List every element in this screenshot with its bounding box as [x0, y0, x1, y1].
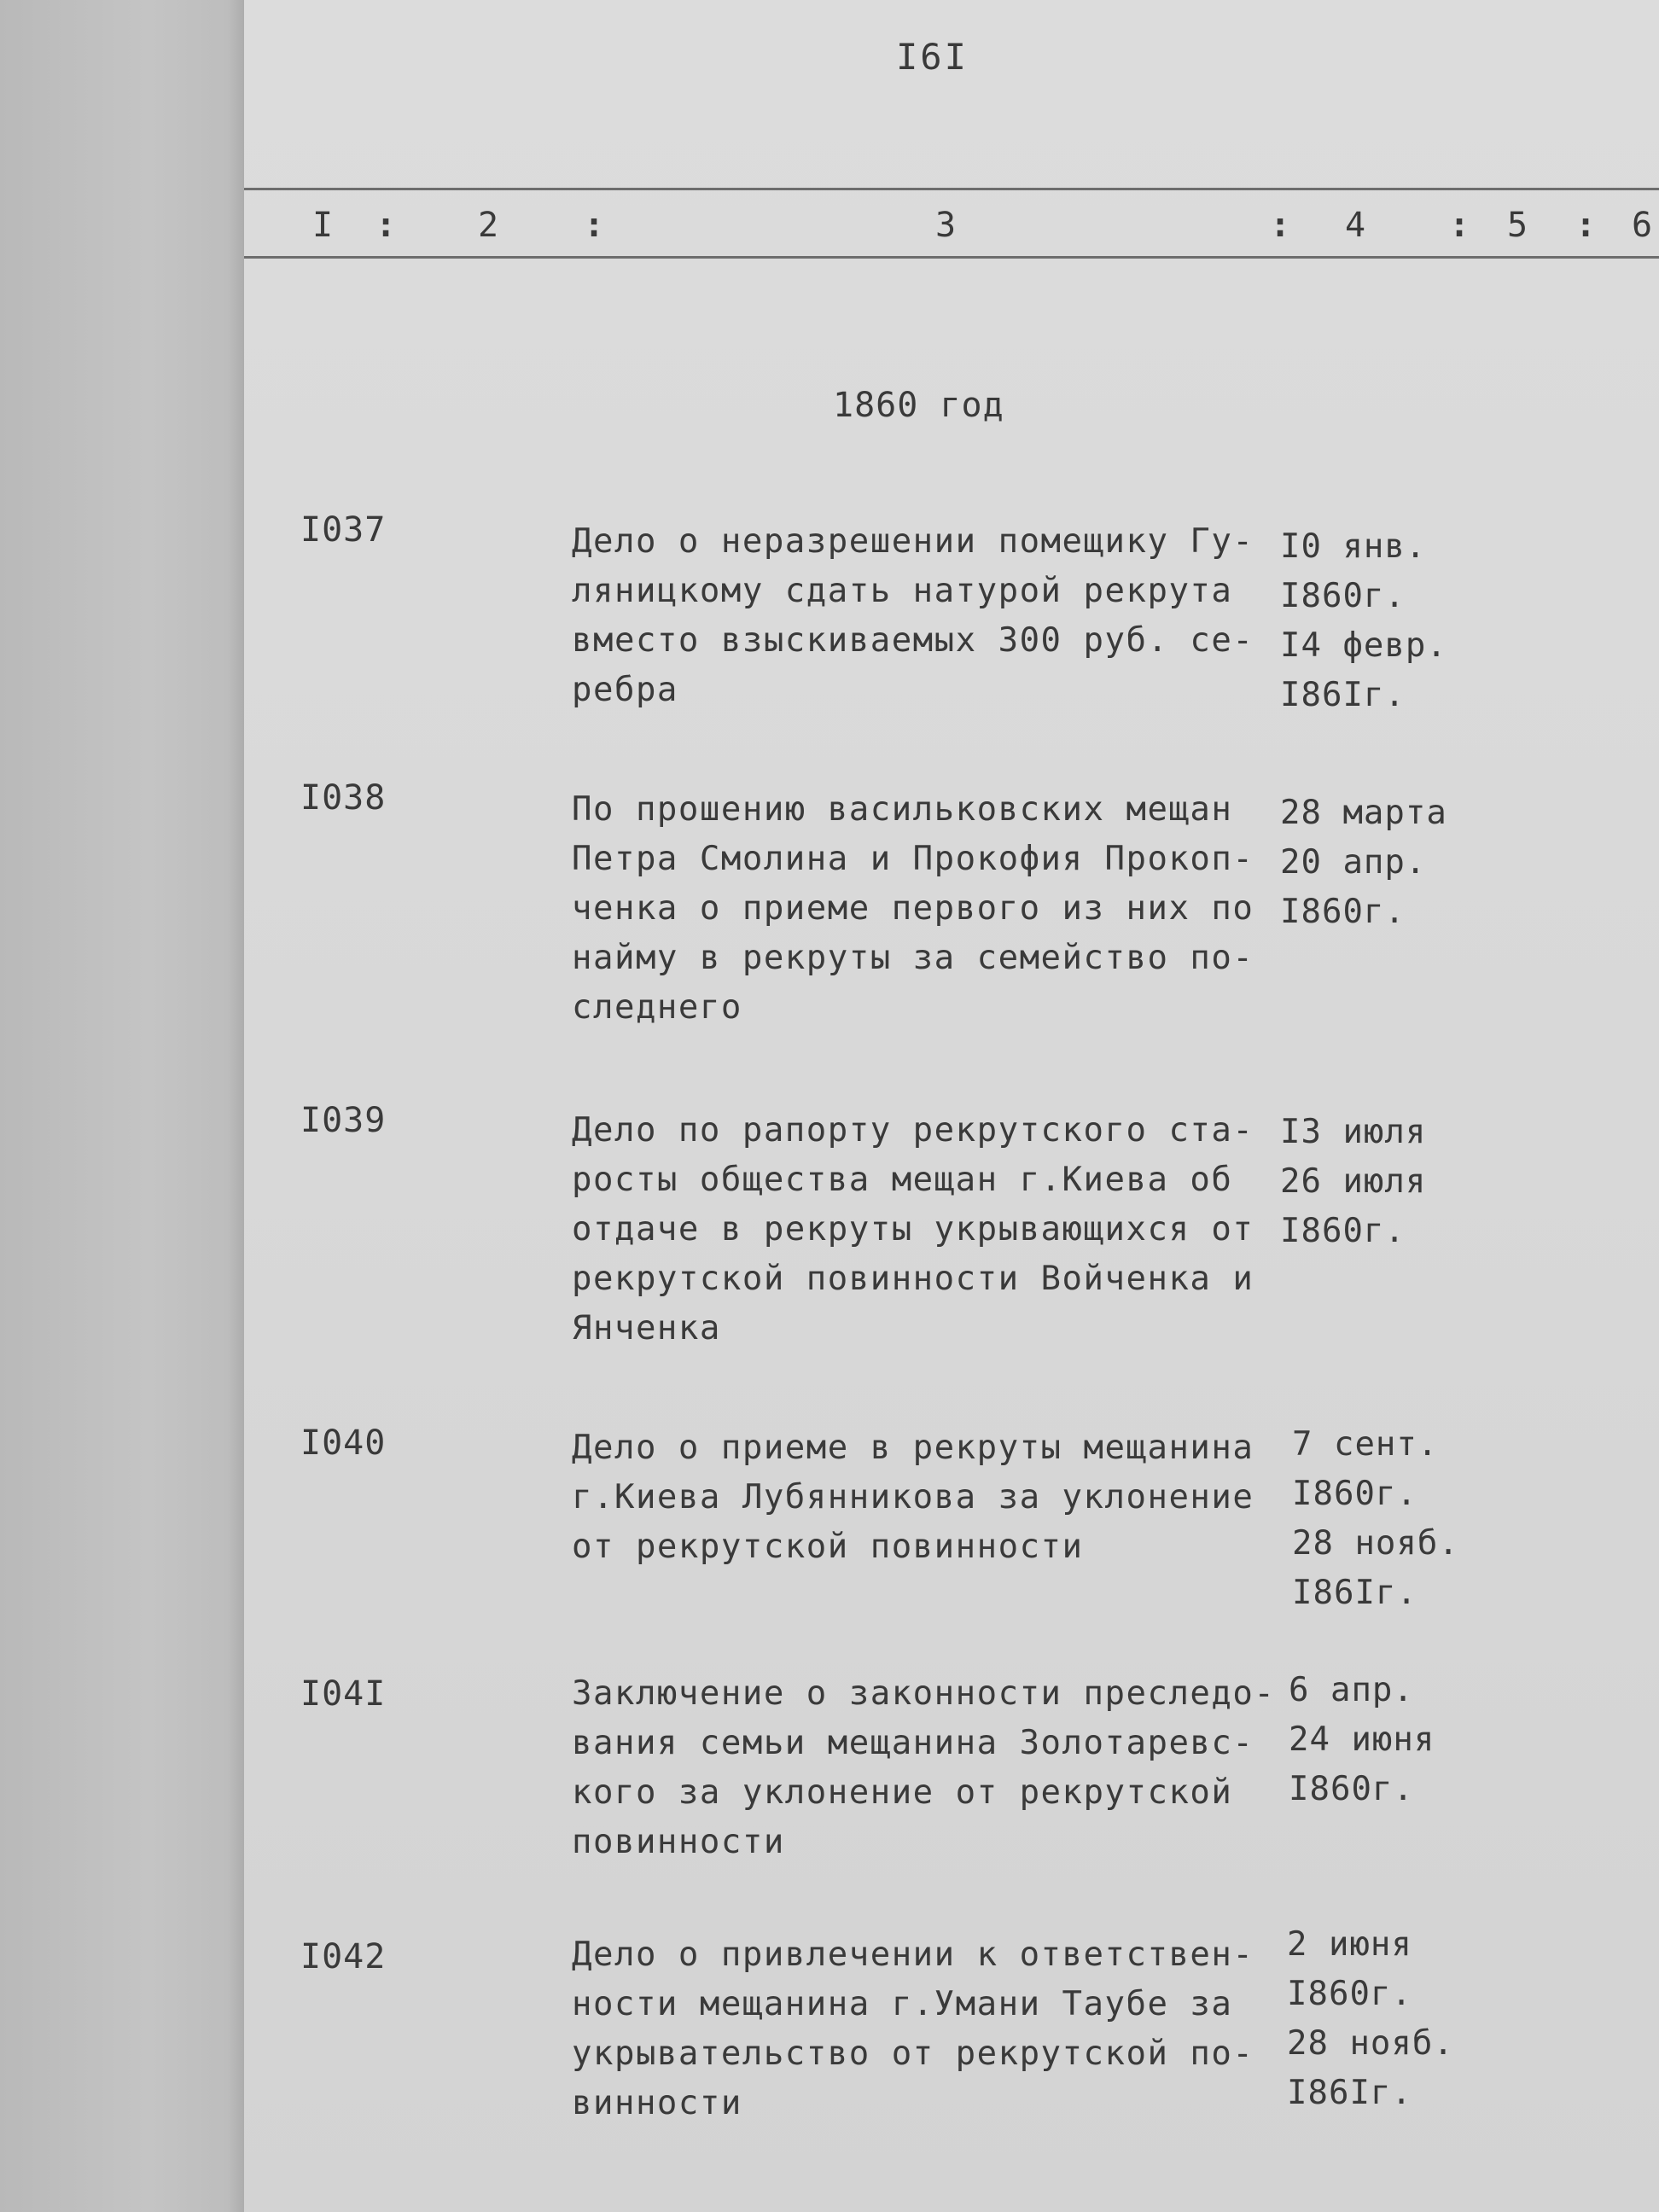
- entry-number: I040: [300, 1423, 387, 1463]
- date-line: I860г.: [1280, 893, 1406, 931]
- description-line: рекрутской повинности Войченка и: [572, 1260, 1254, 1298]
- column-separator: :: [1270, 206, 1291, 245]
- description-line: вместо взыскиваемых 300 руб. се-: [572, 621, 1254, 660]
- date-line: 24 июня: [1289, 1720, 1435, 1759]
- description-line: Дело о неразрешении помещику Гу-: [572, 522, 1254, 561]
- column-header-6: 6: [1632, 206, 1653, 245]
- date-line: I86Iг.: [1287, 2074, 1412, 2112]
- date-line: I4 февр.: [1280, 626, 1447, 665]
- description-line: По прошению васильковских мещан: [572, 790, 1233, 829]
- date-line: I860г.: [1292, 1475, 1417, 1513]
- date-line: 7 сент.: [1292, 1425, 1439, 1464]
- date-line: I86Iг.: [1280, 676, 1406, 714]
- description-line: Дело о привлечении к ответствен-: [572, 1936, 1254, 1974]
- description-line: г.Киева Лубянникова за уклонение: [572, 1478, 1254, 1516]
- description-line: ляницкому сдать натурой рекрута: [572, 572, 1233, 610]
- entry-description: [572, 1423, 1254, 1572]
- header-rule-bottom: [244, 256, 1659, 259]
- date-line: I860г.: [1287, 1975, 1412, 2013]
- entry-description: [572, 785, 1254, 1033]
- entry-dates: [1280, 522, 1553, 720]
- description-line: отдаче в рекруты укрывающихся от: [572, 1210, 1254, 1249]
- description-line: Петра Смолина и Прокофия Прокоп-: [572, 840, 1254, 878]
- date-line: 6 апр.: [1289, 1671, 1414, 1709]
- date-line: I0 янв.: [1280, 527, 1427, 566]
- column-separator: :: [375, 206, 397, 245]
- description-line: росты общества мещан г.Киева об: [572, 1161, 1233, 1199]
- description-line: Дело по рапорту рекрутского ста-: [572, 1111, 1254, 1150]
- date-line: I860г.: [1289, 1770, 1414, 1808]
- date-line: 20 апр.: [1280, 843, 1427, 882]
- description-line: найму в рекруты за семейство по-: [572, 939, 1254, 977]
- entry-description: [572, 517, 1254, 715]
- description-line: вания семьи мещанина Золотаревс-: [572, 1724, 1254, 1762]
- date-line: 28 нояб.: [1287, 2024, 1454, 2063]
- underlying-page-strip: [0, 0, 247, 2212]
- date-line: I860г.: [1280, 1212, 1406, 1250]
- entry-dates: [1289, 1666, 1562, 1814]
- column-separator: :: [584, 206, 605, 245]
- date-line: I3 июля: [1280, 1113, 1427, 1151]
- description-line: ребра: [572, 671, 678, 709]
- entry-number: I039: [300, 1101, 387, 1140]
- page-number: I6I: [896, 36, 969, 78]
- column-separator: :: [1575, 206, 1597, 245]
- header-rule-top: [244, 188, 1659, 190]
- column-header-3: 3: [935, 206, 957, 245]
- date-line: 26 июля: [1280, 1162, 1427, 1201]
- entry-description: [572, 1106, 1254, 1353]
- entry-dates: [1287, 1920, 1560, 2118]
- entry-number: I037: [300, 510, 387, 550]
- column-header-5: 5: [1507, 206, 1528, 245]
- entry-description: [572, 1930, 1254, 2128]
- description-line: от рекрутской повинности: [572, 1528, 1084, 1566]
- description-line: Заключение о законности преследо-: [572, 1674, 1276, 1713]
- column-separator: :: [1449, 206, 1470, 245]
- description-line: укрывательство от рекрутской по-: [572, 2034, 1254, 2073]
- date-line: 2 июня: [1287, 1925, 1412, 1964]
- column-header-4: 4: [1345, 206, 1366, 245]
- description-line: винности: [572, 2084, 742, 2122]
- column-header-2: 2: [478, 206, 499, 245]
- description-line: Дело о приеме в рекруты мещанина: [572, 1429, 1254, 1467]
- entry-number: I04I: [300, 1674, 387, 1714]
- description-line: Янченка: [572, 1309, 721, 1348]
- entry-dates: [1280, 1108, 1553, 1256]
- description-line: кого за уклонение от рекрутской: [572, 1773, 1233, 1812]
- entry-description: [572, 1669, 1276, 1867]
- date-line: I860г.: [1280, 577, 1406, 615]
- date-line: 28 марта: [1280, 794, 1447, 832]
- entry-number: I042: [300, 1937, 387, 1976]
- year-heading: 1860 год: [833, 386, 1004, 425]
- column-header-1: I: [312, 206, 334, 245]
- entry-number: I038: [300, 778, 387, 818]
- description-line: ченка о приеме первого из них по: [572, 889, 1254, 928]
- date-line: I86Iг.: [1292, 1574, 1417, 1612]
- entry-dates: [1280, 789, 1553, 937]
- description-line: ности мещанина г.Умани Таубе за: [572, 1985, 1233, 2023]
- date-line: 28 нояб.: [1292, 1524, 1459, 1563]
- entry-dates: [1292, 1420, 1565, 1618]
- description-line: повинности: [572, 1823, 785, 1861]
- description-line: следнего: [572, 988, 742, 1027]
